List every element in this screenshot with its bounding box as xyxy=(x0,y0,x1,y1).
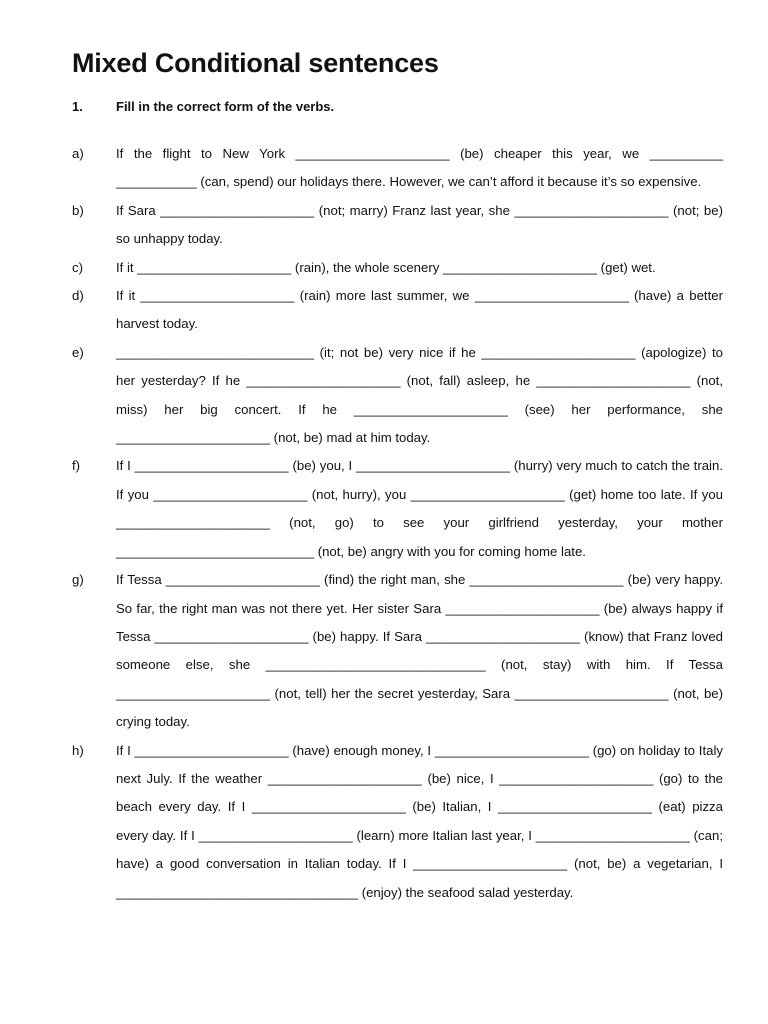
exercise-item-g xyxy=(72,566,727,736)
exercise-item-c xyxy=(72,254,723,282)
exercise-text: ___________________________ (it; not be) very nice if he _____________________ (apologize) to her yesterday? If he _____________________ (not, fall) asleep, he _____________________ (not, miss) her big concert. If he _____________________ (see) her performance, she _____________________ (not, be) mad at him today. xyxy=(116,344,727,446)
exercise-text: If it _____________________ (rain) more last summer, we _____________________ (have) a better harvest today. xyxy=(116,288,727,332)
instruction-text: Fill in the correct form of the verbs. xyxy=(116,99,335,114)
exercise-text: If Sara _____________________ (not; marry) Franz last year, she _____________________ (not; be) so unhappy today. xyxy=(116,202,727,247)
exercise-letter: d) xyxy=(72,288,84,304)
exercise-letter: f) xyxy=(72,458,81,474)
exercise-letter: c) xyxy=(72,259,83,275)
exercise-item-b xyxy=(72,197,727,254)
exercise-item-d xyxy=(72,282,727,339)
exercise-item-f xyxy=(72,452,727,566)
exercise-letter: a) xyxy=(72,146,84,161)
exercise-item-h xyxy=(72,737,727,907)
exercise-text: If the flight to New York _____________________ (be) cheaper this year, we __________ ___________ (can, spend) our holidays there. However, we can’t afford it because it’s so expensive. xyxy=(116,146,727,190)
exercise-text: If I _____________________ (be) you, I _____________________ (hurry) very much to catch the train. If you _____________________ (not, hurry), you _____________________ (get) home too late. If you _____________________ (not, go) to see your girlfriend yesterday, your mother ___________________________ (not, be) angry with you for coming home late. xyxy=(116,458,727,559)
exercise-item-e xyxy=(72,339,727,453)
exercise-text: If I _____________________ (have) enough money, I _____________________ (go) on holiday to Italy next July. If the weather _____________________ (be) nice, I _____________________ (go) to the beach every day. If I _____________________ (be) Italian, I _____________________ (eat) pizza every day. If I _____________________ (learn) more Italian last year, I _____________________ (can; have) a good conversation in Italian today. If I _____________________ (not, be) a vegetarian, I _________________________________ (enjoy) the seafood salad yesterday. xyxy=(116,742,727,900)
page-title: Mixed Conditional sentences xyxy=(72,48,439,78)
exercise-letter: b) xyxy=(72,202,84,218)
instruction-number: 1. xyxy=(72,99,83,114)
exercise-letter: h) xyxy=(72,742,84,758)
exercise-item-a xyxy=(72,140,727,197)
exercise-text: If it _____________________ (rain), the whole scenery _____________________ (get) wet. xyxy=(116,259,656,275)
exercise-list xyxy=(72,140,727,907)
exercise-letter: g) xyxy=(72,572,84,588)
exercise-letter: e) xyxy=(72,344,84,360)
exercise-text: If Tessa _____________________ (find) the right man, she _____________________ (be) very happy. So far, the right man was not there yet. Her sister Sara _____________________ (be) always happy if Tessa _____________________ (be) happy. If Sara _____________________ (know) that Franz loved someone else, she ______________________________ (not, stay) with him. If Tessa _____________________ (not, tell) her the secret yesterday, Sara _____________________ (not, be) crying today. xyxy=(116,572,727,730)
